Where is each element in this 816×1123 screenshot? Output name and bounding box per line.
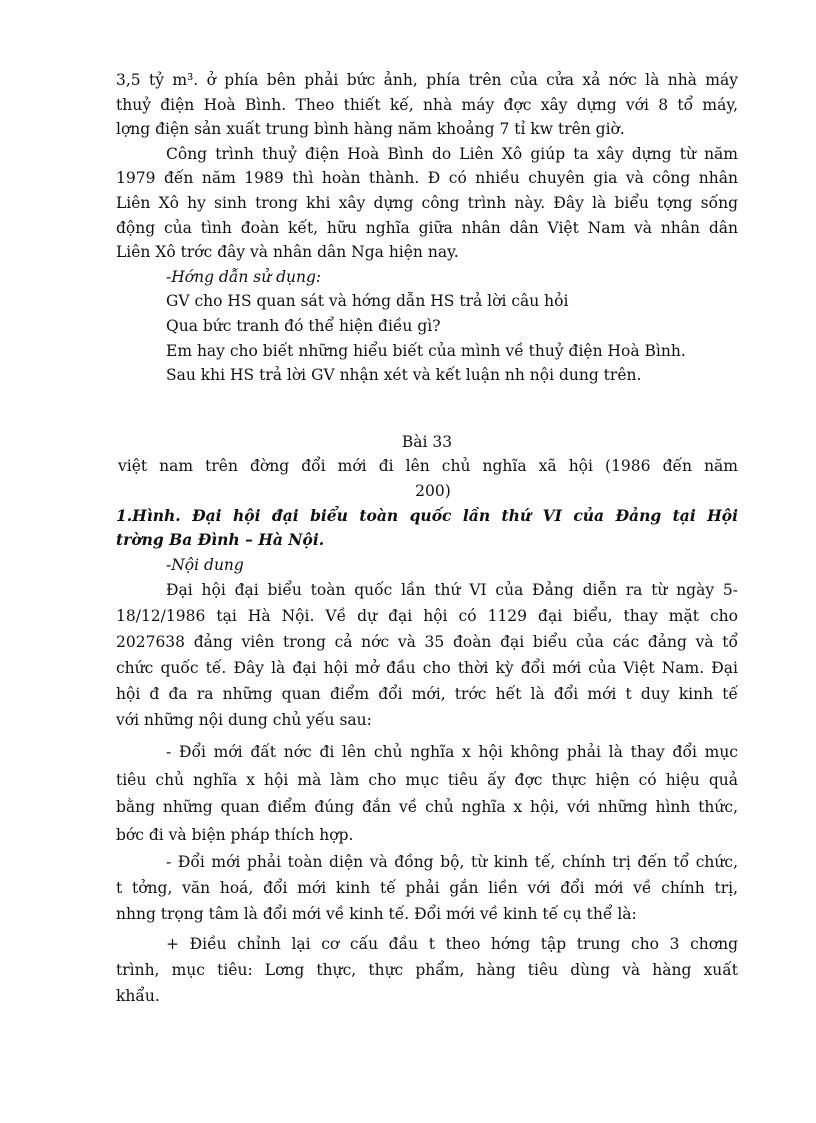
lesson-number: Bài 33 <box>401 432 453 451</box>
text-line: - Đổi mới đất nớc đi lên chủ nghĩa x hội không phải là thay đổi mục <box>166 743 738 762</box>
text-line: với những nội dung chủ yếu sau: <box>116 711 372 730</box>
text-line: bớc đi và biện pháp thích hợp. <box>116 825 354 844</box>
text-line: - Đổi mới phải toàn diện và đồng bộ, từ kinh tế, chính trị đến tổ chức, <box>166 853 738 872</box>
text-line: 18/12/1986 tại Hà Nội. Về dự đại hội có 1129 đại biểu, thay mặt cho <box>116 607 738 626</box>
content-heading: -Nội dung <box>166 555 244 574</box>
text-line: chức quốc tế. Đây là đại hội mở đầu cho thời kỳ đổi mới của Việt Nam. Đại <box>116 659 738 678</box>
guide-line: Em hay cho biết những hiểu biết của mình về thuỷ điện Hoà Bình. <box>166 341 686 360</box>
text-line: lợng điện sản xuất trung bình hàng năm khoảng 7 tỉ kw trên giờ. <box>116 120 625 139</box>
text-line: hội đ đa ra những quan điểm đổi mới, trớc hết là đổi mới t duy kinh tế <box>116 685 738 704</box>
text-line: + Điều chỉnh lại cơ cấu đầu t theo hớng tập trung cho 3 chơng <box>166 935 738 954</box>
guide-line: Qua bức tranh đó thể hiện điều gì? <box>166 316 441 335</box>
document-page <box>116 68 738 1009</box>
paragraph-hoa-binh-history <box>116 142 738 265</box>
text-line: Liên Xô trớc đây và nhân dân Nga hiện nay. <box>116 243 459 262</box>
text-line: t tởng, văn hoá, đổi mới kinh tế phải gắn liền với đổi mới về chính trị, <box>116 879 738 898</box>
figure-caption <box>116 504 738 553</box>
paragraph-investment <box>116 931 738 1009</box>
text-line: tiêu chủ nghĩa x hội mà làm cho mục tiêu ấy đợc thực hiện có hiệu quả <box>116 770 738 789</box>
text-line: Liên Xô hy sinh trong khi xây dựng công trình này. Đây là biểu tợng sống <box>116 193 738 212</box>
text-line: 1979 đến năm 1989 thì hoàn thành. Đ có nhiều chuyên gia và công nhân <box>116 169 738 188</box>
lesson-title-line: 200) <box>415 481 451 500</box>
guide-line: GV cho HS quan sát và hớng dẫn HS trả lời câu hỏi <box>166 292 569 311</box>
figure-caption-line: 1.Hình. Đại hội đại biểu toàn quốc lần thứ VI của Đảng tại Hội <box>116 505 738 525</box>
section-spacer <box>116 388 738 430</box>
paragraph-hoa-binh-intro <box>116 68 738 142</box>
lesson-title-line: việt nam trên đờng đổi mới đi lên chủ nghĩa xã hội (1986 đến năm <box>118 457 738 476</box>
text-line: Đại hội đại biểu toàn quốc lần thứ VI của Đảng diễn ra từ ngày 5- <box>166 581 738 600</box>
paragraph-renewal-goal <box>116 739 738 849</box>
text-line: bằng những quan điểm đúng đắn về chủ nghĩa x hội, với những hình thức, <box>116 798 738 817</box>
text-line: nhng trọng tâm là đổi mới về kinh tế. Đổi mới về kinh tế cụ thể là: <box>116 905 637 924</box>
figure-caption-line: trờng Ba Đình – Hà Nội. <box>116 530 325 550</box>
guide-line: Sau khi HS trả lời GV nhận xét và kết luận nh nội dung trên. <box>166 366 642 385</box>
text-line: trình, mục tiêu: Lơng thực, thực phẩm, hàng tiêu dùng và hàng xuất <box>116 961 738 980</box>
usage-guide-list <box>116 289 738 387</box>
usage-guide-heading: -Hớng dẫn sử dụng: <box>166 267 322 286</box>
text-line: khẩu. <box>116 987 160 1006</box>
text-line: thuỷ điện Hoà Bình. Theo thiết kế, nhà máy đợc xây dựng với 8 tổ máy, <box>116 95 738 114</box>
lesson-heading <box>116 430 738 504</box>
paragraph-renewal-scope <box>116 849 738 927</box>
text-line: 2027638 đảng viên trong cả nớc và 35 đoàn đại biểu của các đảng và tổ <box>116 633 738 652</box>
text-line: 3,5 tỷ m³. ở phía bên phải bức ảnh, phía trên của cửa xả nớc là nhà máy <box>116 71 738 89</box>
text-line: Công trình thuỷ điện Hoà Bình do Liên Xô giúp ta xây dựng từ năm <box>166 144 738 163</box>
text-line: động của tình đoàn kết, hữu nghĩa giữa nhân dân Việt Nam và nhân dân <box>116 218 738 237</box>
paragraph-congress <box>116 577 738 733</box>
